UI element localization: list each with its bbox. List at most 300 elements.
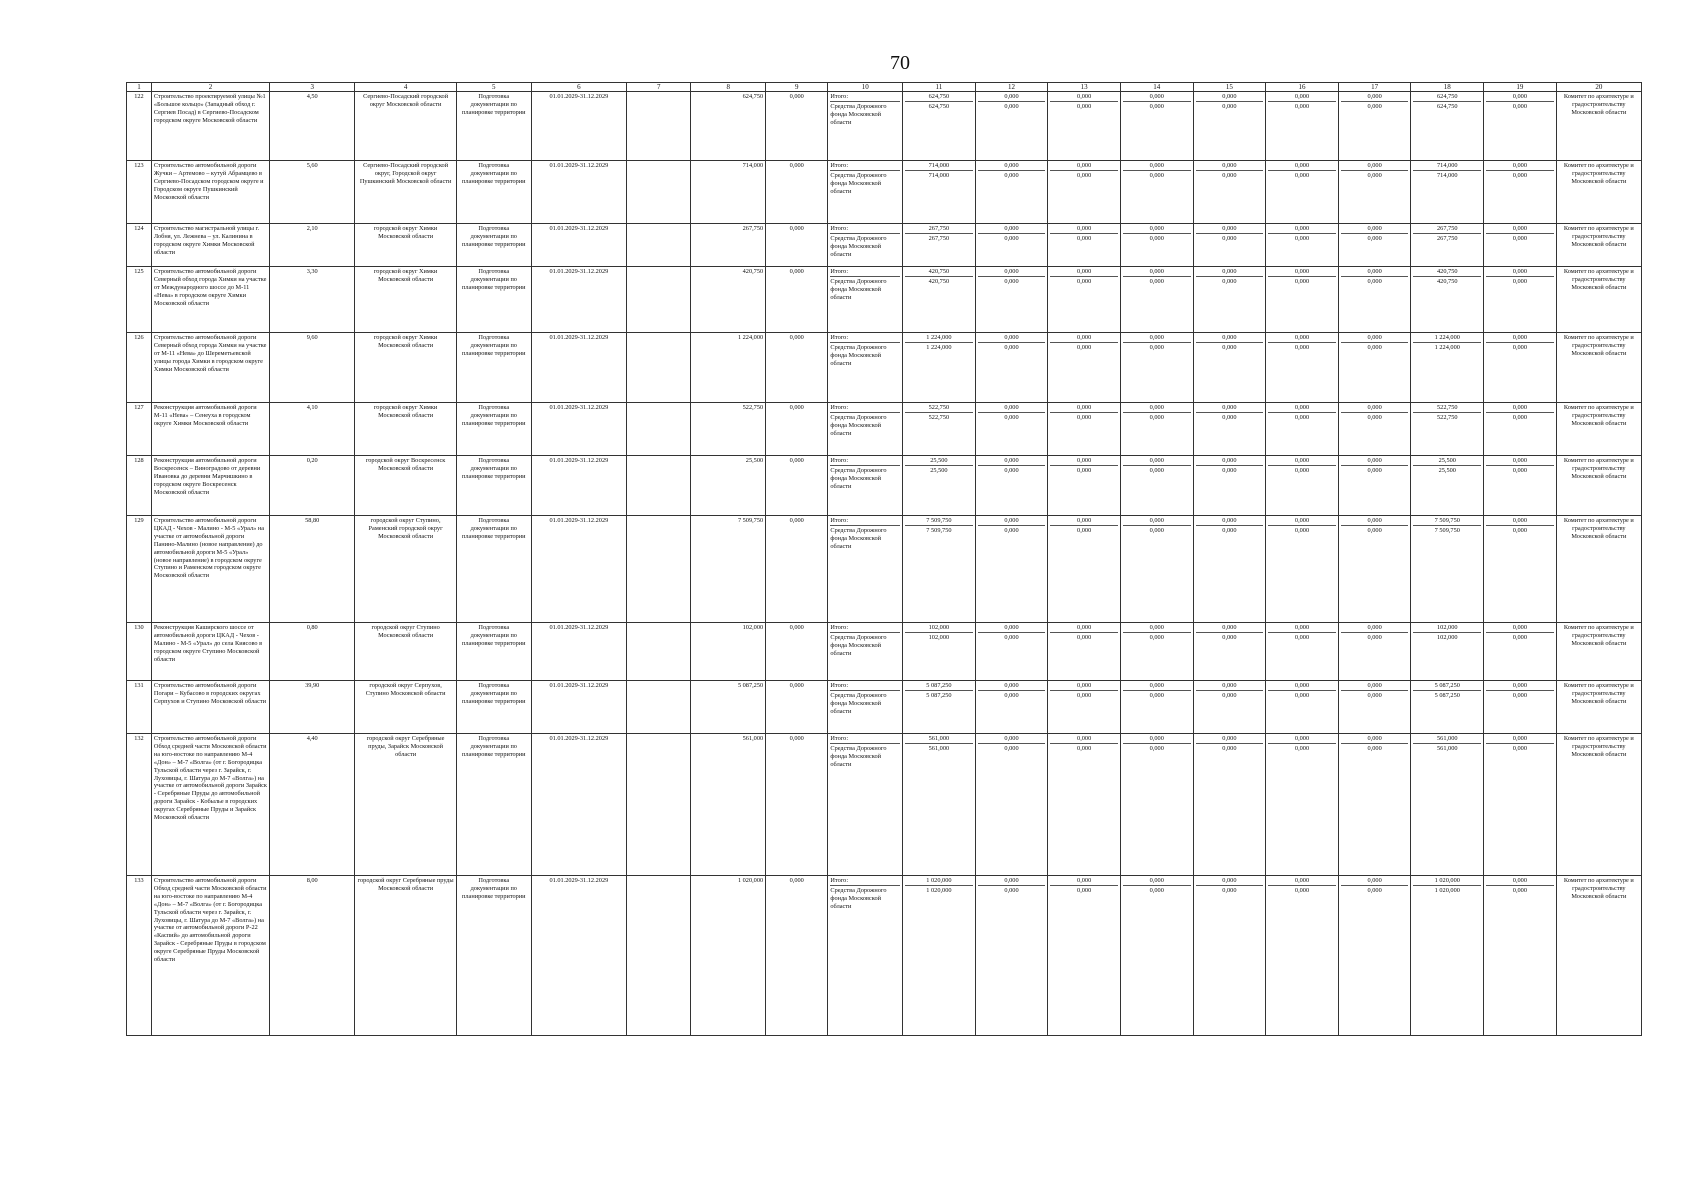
column-number-15: 15: [1193, 83, 1266, 92]
value-c13: [1048, 403, 1121, 456]
value-c18: [1411, 734, 1484, 876]
value-c17-fund: 0,000: [1367, 691, 1382, 699]
value-c19-total: 0,000: [1486, 877, 1554, 886]
table-row: [127, 92, 1642, 161]
value-c11-total: 25,500: [905, 457, 973, 466]
column-number-16: 16: [1266, 83, 1339, 92]
value-c14: [1120, 333, 1193, 403]
period: 01.01.2029-31.12.2029: [531, 267, 626, 333]
funding-source: [828, 333, 903, 403]
row-number: 122: [127, 92, 152, 161]
value-c19: [1484, 876, 1557, 1036]
value-c17-total: 0,000: [1341, 682, 1409, 691]
value-c11-fund: 7 509,750: [926, 526, 952, 534]
table-row: [127, 734, 1642, 876]
value-c15: [1193, 516, 1266, 623]
territory: городской округ Химки Московской области: [355, 403, 457, 456]
value-c18: [1411, 161, 1484, 224]
object-length: 4,10: [270, 403, 355, 456]
value-c13-total: 0,000: [1050, 624, 1118, 633]
value-c17-fund: 0,000: [1367, 343, 1382, 351]
table-row: [127, 456, 1642, 516]
value-c18-fund: 420,750: [1437, 277, 1458, 285]
value-c14: [1120, 92, 1193, 161]
financed-amount: 0,000: [766, 623, 828, 681]
total-cost: 102,000: [691, 623, 766, 681]
territory: Сергиево-Посадский городской округ Московской области: [355, 92, 457, 161]
value-c13-total: 0,000: [1050, 457, 1118, 466]
value-c19: [1484, 681, 1557, 734]
row-number: 128: [127, 456, 152, 516]
value-c17-total: 0,000: [1341, 735, 1409, 744]
funding-source: [828, 161, 903, 224]
period: 01.01.2029-31.12.2029: [531, 224, 626, 267]
row-number: 127: [127, 403, 152, 456]
value-c19-total: 0,000: [1486, 162, 1554, 171]
funding-source-fund-label: Средства Дорожного фонда Московской области: [830, 102, 887, 126]
value-c15-fund: 0,000: [1222, 343, 1237, 351]
column-number-2: 2: [151, 83, 269, 92]
table-row: [127, 267, 1642, 333]
value-c15-total: 0,000: [1196, 404, 1264, 413]
executor: Комитет по архитектуре и градостроительству Московской области: [1556, 403, 1641, 456]
row-number: 131: [127, 681, 152, 734]
executor: Комитет по архитектуре и градостроительству Московской области: [1556, 224, 1641, 267]
value-c13-total: 0,000: [1050, 225, 1118, 234]
value-c11-fund: 5 087,250: [926, 691, 952, 699]
row-number: 125: [127, 267, 152, 333]
value-c16-total: 0,000: [1268, 457, 1336, 466]
value-c14-total: 0,000: [1123, 225, 1191, 234]
value-c15-total: 0,000: [1196, 268, 1264, 277]
total-cost: 1 224,000: [691, 333, 766, 403]
value-c13: [1048, 161, 1121, 224]
value-c19: [1484, 516, 1557, 623]
value-c19: [1484, 224, 1557, 267]
value-c11-total: 522,750: [905, 404, 973, 413]
column-number-19: 19: [1484, 83, 1557, 92]
value-c18-fund: 25,500: [1438, 466, 1456, 474]
value-c13-fund: 0,000: [1077, 886, 1092, 894]
value-c12-total: 0,000: [978, 268, 1046, 277]
value-c16-fund: 0,000: [1294, 744, 1310, 752]
object-length: 2,10: [270, 224, 355, 267]
value-c12: [975, 92, 1048, 161]
value-c12-fund: 0,000: [1004, 744, 1019, 752]
funding-source-total-label: Итого:: [830, 624, 900, 633]
value-c11-fund: 1 020,000: [926, 886, 952, 894]
value-c18-total: 5 087,250: [1413, 682, 1481, 691]
value-c18-total: 714,000: [1413, 162, 1481, 171]
value-c17-fund: 0,000: [1367, 413, 1382, 421]
funding-source-fund-label: Средства Дорожного фонда Московской области: [830, 171, 887, 195]
value-c11: [903, 876, 976, 1036]
value-c13-total: 0,000: [1050, 268, 1118, 277]
value-c19-fund: 0,000: [1512, 886, 1527, 894]
funding-source-total-label: Итого:: [830, 93, 900, 102]
executor: Комитет по архитектуре и градостроительству Московской области: [1556, 623, 1641, 681]
value-c16-fund: 0,000: [1294, 102, 1310, 110]
period: 01.01.2029-31.12.2029: [531, 623, 626, 681]
value-c18: [1411, 224, 1484, 267]
value-c14: [1120, 267, 1193, 333]
value-c13: [1048, 734, 1121, 876]
territory: городской округ Ступино, Раменский городской округ Московской области: [355, 516, 457, 623]
value-c15: [1193, 403, 1266, 456]
value-c19-total: 0,000: [1486, 268, 1554, 277]
executor: Комитет по архитектуре и градостроительству Московской области: [1556, 161, 1641, 224]
territory: городской округ Ступино Московской области: [355, 623, 457, 681]
funding-source-fund-label: Средства Дорожного фонда Московской области: [830, 691, 887, 715]
value-c14-total: 0,000: [1123, 877, 1191, 886]
table-row: [127, 681, 1642, 734]
value-c15-total: 0,000: [1196, 517, 1264, 526]
total-cost: 25,500: [691, 456, 766, 516]
value-c11: [903, 516, 976, 623]
object-name: Строительство автомобильной дороги Обход средней части Московской области на юго-востоке по направлению М-4 «Дон» – М-7 «Волга» (от г. Богородицка Тульской области через г. Зарайск, г. Луховицы, г. Шатура до М-7 «Волга») на участке от автомобильной дороги Зарайск - Серебряные Пруды до автомобильной дороги Зарайск - Кобылье в городских округах Серебряные Пруды и Зарайск Московской области: [151, 734, 269, 876]
value-c17: [1338, 267, 1411, 333]
object-length: 5,60: [270, 161, 355, 224]
funding-source: [828, 267, 903, 333]
value-c14-fund: 0,000: [1149, 526, 1164, 534]
value-c15-total: 0,000: [1196, 93, 1264, 102]
value-c15: [1193, 333, 1266, 403]
value-c18: [1411, 623, 1484, 681]
value-c12-fund: 0,000: [1004, 691, 1019, 699]
value-c14-fund: 0,000: [1149, 277, 1164, 285]
column-number-17: 17: [1338, 83, 1411, 92]
value-c15: [1193, 734, 1266, 876]
value-c18-fund: 561,000: [1437, 744, 1458, 752]
financed-amount: 0,000: [766, 734, 828, 876]
period: 01.01.2029-31.12.2029: [531, 516, 626, 623]
total-cost: 267,750: [691, 224, 766, 267]
value-c14-total: 0,000: [1123, 517, 1191, 526]
column-7-value: [627, 403, 691, 456]
object-name: Реконструкция Каширского шоссе от автомобильной дороги ЦКАД - Чехов - Малино - М-5 «Урал» до села Киясово в городском округе Ступино Московской области: [151, 623, 269, 681]
object-length: 0,80: [270, 623, 355, 681]
object-name: Реконструкция автомобильной дороги М-11 «Нева» – Сенеуха в городском округе Химки Московской области: [151, 403, 269, 456]
object-name: Строительство автомобильной дороги Северный обход города Химки на участке от Международного шоссе до М-11 «Нева» в городском округе Химки Московской области: [151, 267, 269, 333]
value-c14-total: 0,000: [1123, 682, 1191, 691]
value-c12-fund: 0,000: [1004, 343, 1019, 351]
period: 01.01.2029-31.12.2029: [531, 876, 626, 1036]
object-name: Строительство автомобильной дороги Жучки – Артемово – кутуй Абрамцево в Сергиево-Посадском городском округе и Городском округе Пушкинский Московской области: [151, 161, 269, 224]
value-c17-total: 0,000: [1341, 517, 1409, 526]
value-c14: [1120, 403, 1193, 456]
value-c18: [1411, 516, 1484, 623]
column-number-9: 9: [766, 83, 828, 92]
value-c19-total: 0,000: [1486, 225, 1554, 234]
value-c13: [1048, 92, 1121, 161]
value-c12-fund: 0,000: [1004, 171, 1019, 179]
column-number-4: 4: [355, 83, 457, 92]
value-c14: [1120, 161, 1193, 224]
value-c12: [975, 516, 1048, 623]
value-c19-fund: 0,000: [1512, 277, 1527, 285]
value-c19-fund: 0,000: [1512, 691, 1527, 699]
column-7-value: [627, 734, 691, 876]
funding-source: [828, 876, 903, 1036]
value-c13-fund: 0,000: [1077, 633, 1092, 641]
object-length: 0,20: [270, 456, 355, 516]
period: 01.01.2029-31.12.2029: [531, 333, 626, 403]
row-number: 133: [127, 876, 152, 1036]
value-c17: [1338, 681, 1411, 734]
value-c14: [1120, 224, 1193, 267]
value-c12-fund: 0,000: [1004, 102, 1019, 110]
funding-source-fund-label: Средства Дорожного фонда Московской области: [830, 886, 887, 910]
value-c16-fund: 0,000: [1294, 234, 1310, 242]
column-7-value: [627, 456, 691, 516]
table-row: [127, 224, 1642, 267]
value-c13-total: 0,000: [1050, 517, 1118, 526]
value-c15: [1193, 92, 1266, 161]
value-c12: [975, 224, 1048, 267]
value-c18-total: 102,000: [1413, 624, 1481, 633]
value-c19-fund: 0,000: [1512, 413, 1527, 421]
value-c15-total: 0,000: [1196, 682, 1264, 691]
value-c17: [1338, 734, 1411, 876]
value-c14-fund: 0,000: [1149, 413, 1164, 421]
document-table: [126, 82, 1642, 1036]
total-cost: 624,750: [691, 92, 766, 161]
value-c14-fund: 0,000: [1149, 234, 1164, 242]
value-c11: [903, 681, 976, 734]
value-c17: [1338, 456, 1411, 516]
financed-amount: 0,000: [766, 267, 828, 333]
row-number: 132: [127, 734, 152, 876]
value-c16-total: 0,000: [1268, 93, 1336, 102]
total-cost: 522,750: [691, 403, 766, 456]
value-c14-fund: 0,000: [1149, 171, 1164, 179]
value-c19-total: 0,000: [1486, 624, 1554, 633]
page-number: 70: [890, 52, 910, 74]
funding-source: [828, 403, 903, 456]
column-7-value: [627, 681, 691, 734]
value-c17-fund: 0,000: [1367, 171, 1382, 179]
value-c13: [1048, 456, 1121, 516]
value-c11-total: 1 224,000: [905, 334, 973, 343]
value-c18-total: 1 224,000: [1413, 334, 1481, 343]
value-c18-total: 1 020,000: [1413, 877, 1481, 886]
value-c16-total: 0,000: [1268, 624, 1336, 633]
column-7-value: [627, 516, 691, 623]
funding-source-fund-label: Средства Дорожного фонда Московской области: [830, 234, 887, 258]
value-c18-fund: 624,750: [1437, 102, 1458, 110]
object-name: Строительство автомобильной дороги Северный обход города Химки на участке от М-11 «Нева» до Шереметьевской улицы города Химки в городском округе Химки Московской области: [151, 333, 269, 403]
value-c14-total: 0,000: [1123, 457, 1191, 466]
value-c17-fund: 0,000: [1367, 886, 1382, 894]
value-c16-fund: 0,000: [1294, 466, 1310, 474]
value-c16: [1266, 224, 1339, 267]
value-c18-total: 25,500: [1413, 457, 1481, 466]
value-c15-total: 0,000: [1196, 624, 1264, 633]
value-c13-fund: 0,000: [1077, 413, 1092, 421]
row-number: 130: [127, 623, 152, 681]
row-number: 124: [127, 224, 152, 267]
column-number-13: 13: [1048, 83, 1121, 92]
column-number-1: 1: [127, 83, 152, 92]
territory: городской округ Серпухов, Ступино Московской области: [355, 681, 457, 734]
table-row: [127, 403, 1642, 456]
value-c18-total: 624,750: [1413, 93, 1481, 102]
period: 01.01.2029-31.12.2029: [531, 403, 626, 456]
period: 01.01.2029-31.12.2029: [531, 456, 626, 516]
value-c18-total: 522,750: [1413, 404, 1481, 413]
object-length: 8,00: [270, 876, 355, 1036]
object-name: Строительство автомобильной дороги ЦКАД - Чехов - Малино - М-5 «Урал» на участке от автомобильной дороги Панино-Малино (новое направление) до автомобильной дороги М-5 «Урал» (новое направление) в городском округе Ступино и Раменском городском округе Московской области: [151, 516, 269, 623]
value-c14: [1120, 681, 1193, 734]
work-stage: Подготовка документации по планировке территории: [456, 161, 531, 224]
value-c11-total: 561,000: [905, 735, 973, 744]
value-c16: [1266, 403, 1339, 456]
value-c17-total: 0,000: [1341, 404, 1409, 413]
territory: городской округ Серебряные пруды, Зарайск Московской области: [355, 734, 457, 876]
column-number-7: 7: [627, 83, 691, 92]
value-c11-total: 714,000: [905, 162, 973, 171]
object-name: Строительство автомобильной дороги Обход средней части Московской области на юго-востоке по направлению М-4 «Дон» – М-7 «Волга» (от г. Богородицка Тульской области через г. Зарайск, г. Луховицы, г. Шатура до М-7 «Волга») на участке от автомобильной дороги Р-22 «Каспий» до автомобильной дороги Зарайск - Серебряные Пруды в городском округе Серебряные Пруды Московской области: [151, 876, 269, 1036]
value-c15: [1193, 267, 1266, 333]
value-c11-fund: 420,750: [928, 277, 950, 285]
value-c16-total: 0,000: [1268, 404, 1336, 413]
column-number-18: 18: [1411, 83, 1484, 92]
value-c18: [1411, 92, 1484, 161]
table-row: [127, 516, 1642, 623]
value-c19: [1484, 267, 1557, 333]
value-c19-total: 0,000: [1486, 735, 1554, 744]
value-c17: [1338, 224, 1411, 267]
financed-amount: 0,000: [766, 516, 828, 623]
value-c17: [1338, 333, 1411, 403]
period: 01.01.2029-31.12.2029: [531, 681, 626, 734]
value-c11-fund: 267,750: [928, 234, 950, 242]
total-cost: 714,000: [691, 161, 766, 224]
value-c19-total: 0,000: [1486, 682, 1554, 691]
value-c11-fund: 25,500: [930, 466, 948, 474]
value-c12-total: 0,000: [978, 682, 1046, 691]
value-c15-total: 0,000: [1196, 162, 1264, 171]
value-c13: [1048, 876, 1121, 1036]
object-name: Строительство проектируемой улицы №1 «Большое кольцо» (Западный обход г. Сергиев Посад) в Сергиево-Посадском городском округе Московской области: [151, 92, 269, 161]
value-c12-total: 0,000: [978, 162, 1046, 171]
value-c18-fund: 714,000: [1437, 171, 1458, 179]
value-c19: [1484, 92, 1557, 161]
value-c12: [975, 161, 1048, 224]
value-c12-fund: 0,000: [1004, 526, 1019, 534]
funding-source-fund-label: Средства Дорожного фонда Московской области: [830, 633, 887, 657]
value-c18-fund: 102,000: [1437, 633, 1458, 641]
value-c16-fund: 0,000: [1294, 691, 1310, 699]
value-c12-fund: 0,000: [1004, 466, 1019, 474]
value-c13-total: 0,000: [1050, 877, 1118, 886]
column-number-11: 11: [903, 83, 976, 92]
work-stage: Подготовка документации по планировке территории: [456, 516, 531, 623]
value-c12-fund: 0,000: [1004, 277, 1019, 285]
value-c16-fund: 0,000: [1294, 526, 1310, 534]
period: 01.01.2029-31.12.2029: [531, 734, 626, 876]
funding-source-fund-label: Средства Дорожного фонда Московской области: [830, 526, 887, 550]
work-stage: Подготовка документации по планировке территории: [456, 267, 531, 333]
value-c16: [1266, 333, 1339, 403]
value-c14: [1120, 734, 1193, 876]
value-c12: [975, 333, 1048, 403]
column-number-3: 3: [270, 83, 355, 92]
value-c18: [1411, 876, 1484, 1036]
value-c13-total: 0,000: [1050, 404, 1118, 413]
value-c15-fund: 0,000: [1222, 102, 1237, 110]
funding-source: [828, 623, 903, 681]
value-c19-fund: 0,000: [1512, 744, 1527, 752]
column-number-20: 20: [1556, 83, 1641, 92]
row-number: 129: [127, 516, 152, 623]
executor: Комитет по архитектуре и градостроительству Московской области: [1556, 681, 1641, 734]
value-c17-fund: 0,000: [1367, 466, 1382, 474]
column-7-value: [627, 92, 691, 161]
value-c18: [1411, 456, 1484, 516]
value-c11: [903, 224, 976, 267]
funding-source-total-label: Итого:: [830, 162, 900, 171]
value-c13-fund: 0,000: [1077, 102, 1092, 110]
value-c14: [1120, 876, 1193, 1036]
financed-amount: 0,000: [766, 403, 828, 456]
value-c16-total: 0,000: [1268, 225, 1336, 234]
value-c11: [903, 92, 976, 161]
object-length: 9,60: [270, 333, 355, 403]
value-c14-total: 0,000: [1123, 93, 1191, 102]
value-c19-fund: 0,000: [1512, 466, 1527, 474]
value-c19-fund: 0,000: [1512, 343, 1527, 351]
value-c12-fund: 0,000: [1004, 886, 1019, 894]
table-row: [127, 333, 1642, 403]
value-c17-total: 0,000: [1341, 334, 1409, 343]
value-c15: [1193, 224, 1266, 267]
value-c11-total: 102,000: [905, 624, 973, 633]
value-c14-fund: 0,000: [1149, 744, 1164, 752]
value-c12-fund: 0,000: [1004, 633, 1019, 641]
value-c19: [1484, 623, 1557, 681]
value-c17-fund: 0,000: [1367, 277, 1382, 285]
value-c19-fund: 0,000: [1512, 234, 1527, 242]
value-c16-fund: 0,000: [1294, 886, 1310, 894]
column-number-12: 12: [975, 83, 1048, 92]
value-c17-total: 0,000: [1341, 877, 1409, 886]
funding-source-fund-label: Средства Дорожного фонда Московской области: [830, 744, 887, 768]
value-c13-fund: 0,000: [1077, 691, 1092, 699]
value-c11: [903, 623, 976, 681]
period: 01.01.2029-31.12.2029: [531, 92, 626, 161]
value-c11: [903, 734, 976, 876]
value-c15-fund: 0,000: [1222, 886, 1237, 894]
value-c17-fund: 0,000: [1367, 102, 1382, 110]
value-c12: [975, 623, 1048, 681]
work-stage: Подготовка документации по планировке территории: [456, 403, 531, 456]
value-c15-fund: 0,000: [1222, 744, 1237, 752]
value-c17-total: 0,000: [1341, 457, 1409, 466]
object-name: Строительство автомобильной дороги Погари – Кубасово в городских округах Серпухов и Ступино Московской области: [151, 681, 269, 734]
funding-source: [828, 456, 903, 516]
territory: городской округ Воскресенск Московской области: [355, 456, 457, 516]
value-c18: [1411, 267, 1484, 333]
total-cost: 7 509,750: [691, 516, 766, 623]
value-c13-total: 0,000: [1050, 93, 1118, 102]
value-c19: [1484, 734, 1557, 876]
funding-source-total-label: Итого:: [830, 334, 900, 343]
value-c16: [1266, 516, 1339, 623]
value-c12-total: 0,000: [978, 93, 1046, 102]
value-c13: [1048, 267, 1121, 333]
value-c16: [1266, 456, 1339, 516]
